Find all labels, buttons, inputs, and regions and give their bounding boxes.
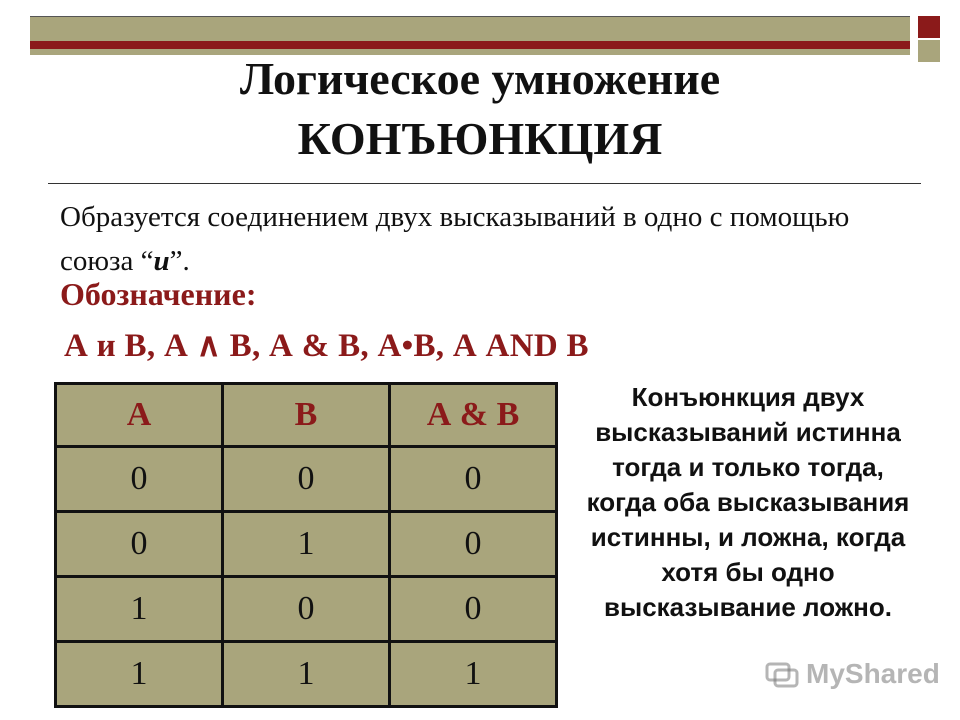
table-cell: 0 xyxy=(390,512,557,577)
header-cell-a: А xyxy=(56,384,223,447)
table-cell: 1 xyxy=(56,577,223,642)
notation-label: Обозначение: xyxy=(60,276,257,312)
watermark: MyShared xyxy=(806,658,940,689)
top-decor-bar xyxy=(30,16,910,41)
corner-square-red xyxy=(918,16,940,38)
table-cell: 0 xyxy=(56,512,223,577)
table-header-row xyxy=(56,384,557,447)
table-cell: 1 xyxy=(223,642,390,707)
table-cell: 1 xyxy=(223,512,390,577)
table-row xyxy=(56,642,557,707)
notation-list: А и В, А ∧ В, А & В, А•В, А AND В xyxy=(64,328,589,364)
top-decor-stripe xyxy=(30,41,910,49)
table-row xyxy=(56,577,557,642)
myshared-logo-icon xyxy=(765,660,799,690)
header-cell-b: В xyxy=(223,384,390,447)
table-cell: 1 xyxy=(56,642,223,707)
table-cell: 0 xyxy=(390,447,557,512)
table-cell: 0 xyxy=(223,447,390,512)
description-union: и xyxy=(153,245,170,277)
table-row xyxy=(56,447,557,512)
description xyxy=(60,195,900,283)
table-cell: 0 xyxy=(223,577,390,642)
table-cell: 0 xyxy=(390,577,557,642)
table-row xyxy=(56,512,557,577)
slide-title: Логическое умножение xyxy=(239,53,721,104)
definition-text: Конъюнкция двух высказываний истинна тогда и только тогда, когда оба высказывания истинны, и ложна, когда хотя бы одно высказывание ложно. xyxy=(586,382,910,622)
table-cell: 1 xyxy=(390,642,557,707)
table-cell: 0 xyxy=(56,447,223,512)
slide-subtitle: КОНЪЮНКЦИЯ xyxy=(297,113,663,164)
truth-table xyxy=(54,382,558,708)
description-end: ”. xyxy=(169,245,190,277)
title-divider xyxy=(48,183,921,184)
header-cell-result: А & В xyxy=(390,384,557,447)
description-text: Образуется соединением двух высказываний в одно с помощью союза “ xyxy=(60,201,850,277)
